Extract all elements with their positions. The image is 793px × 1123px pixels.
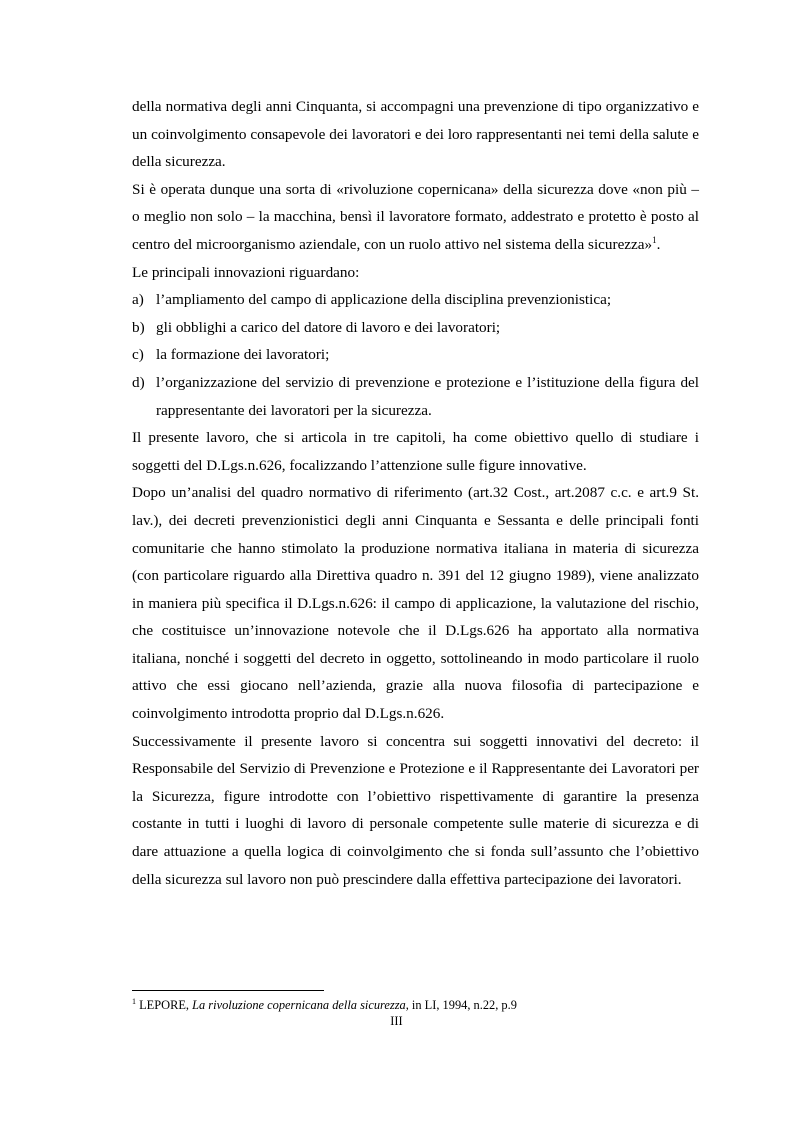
list-marker: d) [132,373,145,391]
list-marker: a) [132,291,144,309]
footnote-title: La rivoluzione copernicana della sicurezza [192,998,406,1012]
main-text [132,93,699,893]
footnote-citation: , in LI, 1994, n.22, p.9 [405,998,517,1012]
list-marker: b) [132,318,145,336]
list-item [132,369,699,424]
paragraph-end-period: . [656,235,661,253]
paragraph-normative-analysis: Dopo un’analisi del quadro normativo di riferimento (art.32 Cost., art.2087 c.c. e art.9 St. lav.), dei decreti prevenzionistici degli anni Cinquanta e Sessanta e delle principali fonti comunitarie che hanno stimolato la produzione normativa italiana in materia di sicurezza (con particolare riguardo alla Direttiva quadro n. 391 del 12 giugno 1989), viene analizzato in maniera più specifica il D.Lgs.n.626: il campo di applicazione, la valutazione del rischio, che costituisce un’innovazione notevole che il D.Lgs.626 ha apportato alla normativa italiana, nonché i soggetti del decreto in oggetto, sottolineando in modo particolare il ruolo attivo che essi giocano nell’azienda, grazie alla nuova filosofia di partecipazione e coinvolgimento introdotta proprio dal D.Lgs.n.626. [132,484,699,723]
list-item-text: la formazione dei lavoratori; [156,346,330,364]
list-item [132,341,699,369]
list-item-text: l’organizzazione del servizio di prevenzione e protezione e l’istituzione della figura del rappresentante dei lavoratori per la sicurezza. [156,373,699,419]
list-item-text: gli obblighi a carico del datore di lavoro e dei lavoratori; [156,318,501,336]
footnote-author: LEPORE, [139,998,193,1012]
paragraph-copernican-text: Si è operata dunque una sorta di «rivoluzione copernicana» della sicurezza dove «non più – o meglio non solo – la macchina, bensì il lavoratore formato, addestrato e protetto è posto al centro del microorganismo aziendale, con un ruolo attivo nel sistema della sicurezza» [132,180,699,253]
footnote-number: 1 [132,996,136,1006]
paragraph-work-objective: Il presente lavoro, che si articola in tre capitoli, ha come obiettivo quello di studiare i soggetti del D.Lgs.n.626, focalizzando l’attenzione sulle figure innovative. [132,429,699,474]
list-item [132,314,699,342]
paragraph-copernican-revolution [132,176,699,259]
list-item-text: l’ampliamento del campo di applicazione della disciplina prevenzionistica; [156,291,612,309]
paragraph-intro: della normativa degli anni Cinquanta, si accompagni una prevenzione di tipo organizzativo e un coinvolgimento consapevole dei lavoratori e dei loro rappresentanti nei temi della salute e della sicurezza. [132,98,699,171]
list-item [132,286,699,314]
footnote [132,997,699,1013]
innovations-list [132,286,699,424]
paragraph-innovative-subjects: Successivamente il presente lavoro si concentra sui soggetti innovativi del decreto: il Responsabile del Servizio di Prevenzione e Protezione e il Rappresentante dei Lavoratori per la Sicurezza, figure introdotte con l’obiettivo rispettivamente di garantire la presenza costante in tutti i luoghi di lavoro di personale competente sulle materie di sicurezza e di dare attuazione a quella logica di coinvolgimento che si fonda sull’assunto che l’obiettivo della sicurezza sul lavoro non può prescindere dalla effettiva partecipazione dei lavoratori. [132,732,699,888]
paragraph-innovations-intro: Le principali innovazioni riguardano: [132,263,360,281]
page-number: III [390,1014,403,1028]
footnote-reference: 1 [652,234,657,245]
list-marker: c) [132,346,144,364]
footnote-separator [132,990,324,991]
